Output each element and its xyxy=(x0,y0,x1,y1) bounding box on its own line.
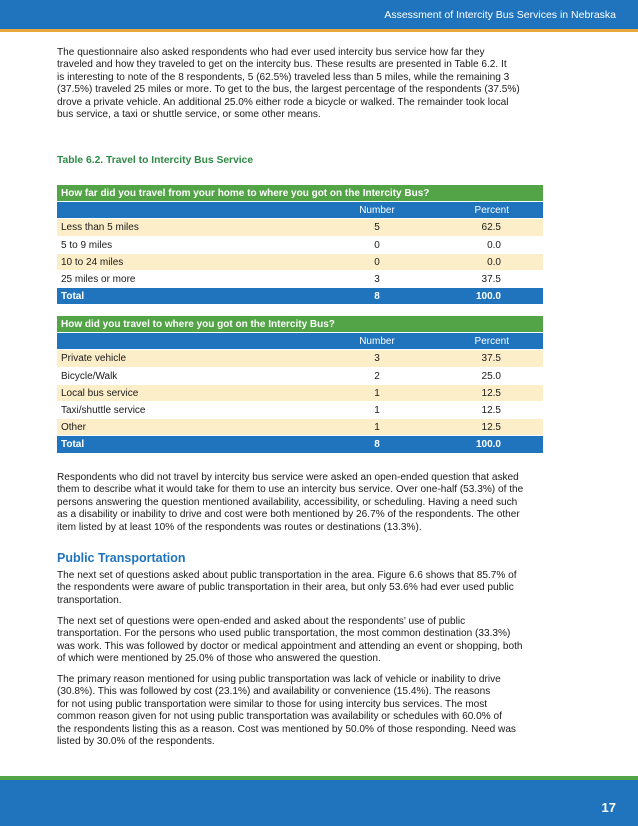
row-number: 0 xyxy=(374,239,380,251)
row-label: 5 to 9 miles xyxy=(61,239,113,251)
total-row xyxy=(57,288,543,305)
row-percent: 25.0 xyxy=(481,370,501,382)
row-percent: 12.5 xyxy=(481,404,501,416)
table-row xyxy=(57,402,543,419)
total-number: 8 xyxy=(374,439,380,451)
page-footer xyxy=(0,780,638,826)
text-line: the respondents listing this as a reason. Cost was mentioned by 50.0% of those responding. Need was xyxy=(57,723,516,735)
question-text: How did you travel to where you got on the Intercity Bus? xyxy=(61,319,335,330)
text-line: Respondents who did not travel by intercity bus service were asked an open-ended question that asked xyxy=(57,472,519,483)
row-percent: 0.0 xyxy=(487,239,501,251)
header-title: Assessment of Intercity Bus Services in Nebraska xyxy=(384,9,616,21)
row-number: 1 xyxy=(374,404,380,416)
total-percent: 100.0 xyxy=(475,291,501,303)
row-label: Other xyxy=(61,422,87,434)
row-percent: 0.0 xyxy=(487,256,501,268)
table-row xyxy=(57,254,543,271)
text-line: of which were mentioned by 25.0% of those who answered the question. xyxy=(57,653,381,665)
text-line: is interesting to note of the 8 respondents, 5 (62.5%) traveled less than 5 miles, while the remaining 3 xyxy=(57,71,510,83)
text-line: the respondents were aware of public transportation in their area, but only 53.6% had ever used public xyxy=(57,582,514,594)
total-label: Total xyxy=(61,439,85,451)
text-line: them to describe what it would take for them to use an intercity bus service. Over one-half (53.3%) of the xyxy=(57,484,524,496)
travel-distance-table xyxy=(57,185,543,305)
percent-column-header: Percent xyxy=(474,336,509,348)
table-row xyxy=(57,219,543,236)
number-column-header: Number xyxy=(359,205,395,217)
percent-column-header: Percent xyxy=(474,205,509,217)
text-line: persons answering the question mentioned availability, accessibility, or scheduling. Having a need such xyxy=(57,496,518,508)
row-label: Private vehicle xyxy=(61,353,127,365)
text-line: The next set of questions asked about public transportation in the area. Figure 6.6 shows that 85.7% of xyxy=(57,570,517,581)
row-number: 3 xyxy=(374,273,380,285)
row-label: Bicycle/Walk xyxy=(61,370,118,382)
text-line: transportation. xyxy=(57,594,122,606)
total-label: Total xyxy=(61,291,85,303)
row-number: 2 xyxy=(374,370,380,382)
text-line: listed by 30.0% of the respondents. xyxy=(57,736,215,748)
question-text: How far did you travel from your home to where you got on the Intercity Bus? xyxy=(61,188,430,199)
row-percent: 62.5 xyxy=(481,222,501,234)
table-row xyxy=(57,350,543,367)
text-line: drove a private vehicle. An additional 25.0% either rode a bicycle or walked. The remainder took local xyxy=(57,96,509,108)
row-percent: 12.5 xyxy=(481,422,501,434)
text-line: bus service, a taxi or shuttle service, or some other means. xyxy=(57,109,321,121)
question-row xyxy=(57,316,543,333)
total-row xyxy=(57,436,543,453)
text-line: item listed by at least 10% of the respondents was routes or destinations (13.3%). xyxy=(57,521,422,533)
row-number: 5 xyxy=(374,222,380,234)
column-header-row xyxy=(57,333,543,350)
row-number: 3 xyxy=(374,353,380,365)
column-header-row xyxy=(57,202,543,219)
table-row xyxy=(57,237,543,254)
number-column-header: Number xyxy=(359,336,395,348)
row-label: Less than 5 miles xyxy=(61,222,139,234)
row-number: 1 xyxy=(374,422,380,434)
text-line: as a disability or inability to drive and cost were both mentioned by 26.7% of the respondents. The other xyxy=(57,509,520,521)
row-percent: 12.5 xyxy=(481,387,501,399)
row-label: 10 to 24 miles xyxy=(61,256,124,268)
text-line: was work. This was followed by doctor or medical appointment and attending an event or shopping, both xyxy=(57,640,523,652)
row-number: 1 xyxy=(374,387,380,399)
text-line: (30.8%). This was followed by cost (23.1%) and availability or convenience (15.4%). The reasons xyxy=(57,686,491,698)
row-label: Taxi/shuttle service xyxy=(61,404,146,416)
row-number: 0 xyxy=(374,256,380,268)
text-line: (37.5%) traveled 25 miles or more. To get to the bus, the largest percentage of the respondents (37.5%) xyxy=(57,84,520,96)
text-line: transportation. For the persons who used public transportation, the most common destination (33.3%) xyxy=(57,628,511,640)
section-paragraph-3 xyxy=(57,674,589,748)
text-line: The next set of questions were open-ended and asked about the respondents’ use of public xyxy=(57,616,466,627)
text-line: for not using public transportation were similar to those for using intercity bus services. The most xyxy=(57,698,488,710)
table-row xyxy=(57,419,543,436)
row-label: Local bus service xyxy=(61,387,139,399)
section-paragraph-2 xyxy=(57,616,589,666)
table-row xyxy=(57,368,543,385)
table-row xyxy=(57,385,543,402)
header-stripe xyxy=(0,29,638,32)
text-line: The primary reason mentioned for using public transportation was lack of vehicle or inability to drive xyxy=(57,674,501,685)
text-line: common reason given for not using public transportation was availability or schedules with 60.0% of xyxy=(57,711,502,723)
section-heading: Public Transportation xyxy=(57,551,186,565)
row-percent: 37.5 xyxy=(481,353,501,365)
page-header xyxy=(0,0,638,29)
row-label: 25 miles or more xyxy=(61,273,136,285)
table-row xyxy=(57,271,543,288)
page-number: 17 xyxy=(601,800,616,815)
travel-mode-table xyxy=(57,316,543,454)
intro-paragraph xyxy=(57,47,589,121)
row-percent: 37.5 xyxy=(481,273,501,285)
total-number: 8 xyxy=(374,291,380,303)
total-percent: 100.0 xyxy=(475,439,501,451)
after-table-paragraph xyxy=(57,472,589,534)
question-row xyxy=(57,185,543,202)
table-title: Table 6.2. Travel to Intercity Bus Service xyxy=(57,155,254,166)
section-paragraph-1 xyxy=(57,570,589,607)
text-line: The questionnaire also asked respondents who had ever used intercity bus service how far they xyxy=(57,47,485,58)
text-line: traveled and how they traveled to get on the intercity bus. These results are presented in Table 6.2. It xyxy=(57,59,507,71)
